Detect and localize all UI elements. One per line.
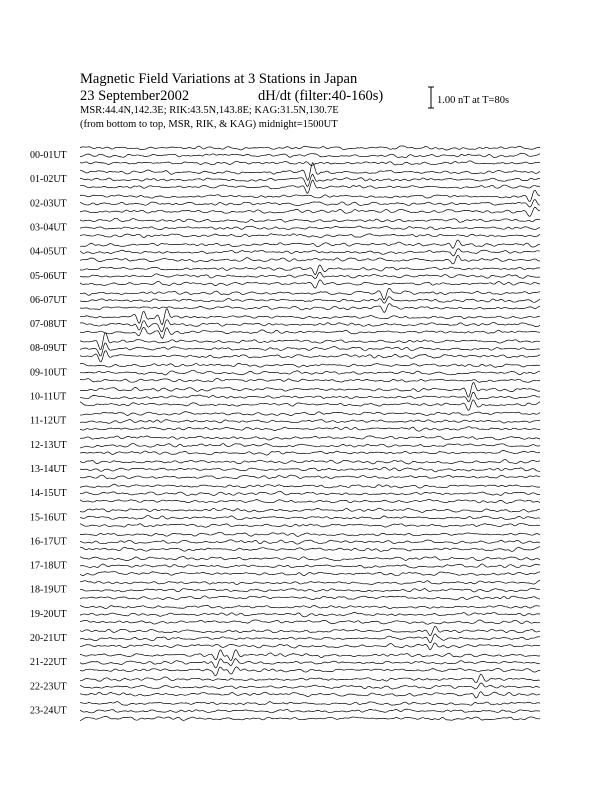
trace-kag: [80, 309, 540, 325]
trace-msr: [80, 180, 540, 193]
trace-msr: [80, 620, 540, 624]
row-label: 09-10UT: [30, 367, 67, 379]
row-label: 14-15UT: [30, 488, 67, 500]
row-label: 04-05UT: [30, 246, 67, 258]
trace-rik: [80, 683, 540, 689]
chart-title: Magnetic Field Variations at 3 Stations in Japan: [80, 71, 358, 87]
row-label: 08-09UT: [30, 343, 67, 355]
row-label: 07-08UT: [30, 319, 67, 331]
trace-msr: [80, 161, 540, 166]
trace-kag: [80, 240, 540, 248]
trace-rik: [80, 249, 540, 256]
trace-rik: [80, 516, 540, 520]
date-label: 23 September2002: [80, 88, 190, 104]
scale-label: 1.00 nT at T=80s: [437, 95, 510, 106]
trace-rik: [80, 297, 540, 303]
trace-rik: [80, 709, 540, 713]
trace-kag: [80, 556, 540, 560]
trace-msr: [80, 547, 540, 552]
trace-msr: [80, 596, 540, 600]
row-label: 12-13UT: [30, 439, 67, 451]
trace-kag: [80, 218, 540, 222]
trace-kag: [80, 626, 540, 635]
trace-rik: [80, 588, 540, 592]
trace-msr: [80, 378, 540, 382]
trace-msr: [80, 304, 540, 313]
row-label: 06-07UT: [30, 294, 67, 306]
trace-rik: [80, 443, 540, 447]
station-coordinates: MSR:44.4N,142.3E; RIK:43.5N,143.8E; KAG:31.5N,130.7E: [80, 105, 339, 116]
trace-rik: [80, 540, 540, 544]
trace-rik: [80, 199, 540, 207]
trace-rik: [80, 564, 540, 568]
trace-msr: [80, 280, 540, 288]
trace-kag: [80, 484, 540, 488]
row-label: 05-06UT: [30, 270, 67, 282]
trace-rik: [80, 272, 540, 278]
row-label: 23-24UT: [30, 705, 67, 717]
row-label: 13-14UT: [30, 463, 67, 475]
trace-msr: [80, 643, 540, 650]
trace-msr: [80, 450, 540, 455]
quantity-label: dH/dt (filter:40-160s): [258, 88, 384, 104]
trace-msr: [80, 692, 540, 698]
trace-msr: [80, 328, 540, 339]
row-label: 18-19UT: [30, 584, 67, 596]
trace-msr: [80, 716, 540, 720]
row-label: 11-12UT: [30, 415, 67, 427]
trace-rik: [80, 658, 540, 667]
trace-kag: [80, 288, 540, 299]
row-label: 19-20UT: [30, 608, 67, 620]
row-label: 17-18UT: [30, 560, 67, 572]
trace-rik: [80, 392, 540, 401]
row-label: 02-03UT: [30, 198, 67, 210]
trace-kag: [80, 146, 540, 150]
row-label: 15-16UT: [30, 512, 67, 524]
trace-msr: [80, 667, 540, 676]
trace-kag: [80, 163, 540, 181]
trace-msr: [80, 207, 540, 216]
row-label: 20-21UT: [30, 633, 67, 644]
row-label: 22-23UT: [30, 681, 67, 693]
trace-kag: [80, 412, 540, 416]
trace-msr: [80, 572, 540, 576]
trace-kag: [80, 190, 540, 201]
trace-kag: [80, 333, 540, 350]
trace-rik: [80, 612, 540, 616]
row-label: 01-02UT: [30, 174, 67, 186]
trace-rik: [80, 491, 540, 495]
row-label: 16-17UT: [30, 536, 67, 548]
trace-msr: [80, 234, 540, 238]
trace-msr: [80, 475, 540, 479]
trace-kag: [80, 702, 540, 706]
station-order-note: (from bottom to top, MSR, RIK, & KAG) midnight=1500UT: [80, 119, 338, 130]
trace-rik: [80, 174, 540, 186]
trace-msr: [80, 255, 540, 264]
row-label: 00-01UT: [30, 150, 67, 161]
trace-kag: [80, 580, 540, 584]
trace-kag: [80, 532, 540, 536]
trace-kag: [80, 650, 540, 661]
row-label: 03-04UT: [30, 222, 67, 234]
trace-rik: [80, 370, 540, 375]
trace-kag: [80, 674, 540, 682]
trace-msr: [80, 499, 540, 503]
trace-kag: [80, 265, 540, 275]
row-label: 21-22UT: [30, 657, 67, 669]
trace-kag: [80, 605, 540, 608]
trace-kag: [80, 383, 540, 397]
trace-kag: [80, 508, 540, 512]
trace-rik: [80, 226, 540, 230]
trace-msr: [80, 427, 540, 431]
trace-msr: [80, 523, 540, 527]
trace-kag: [80, 363, 540, 367]
trace-rik: [80, 343, 540, 356]
trace-rik: [80, 320, 540, 332]
trace-rik: [80, 153, 540, 158]
row-label: 10-11UT: [30, 391, 67, 403]
trace-rik: [80, 420, 540, 424]
trace-msr: [80, 351, 540, 362]
trace-kag: [80, 436, 540, 440]
trace-rik: [80, 634, 540, 643]
trace-kag: [80, 459, 540, 464]
trace-msr: [80, 400, 540, 410]
trace-rik: [80, 467, 540, 472]
